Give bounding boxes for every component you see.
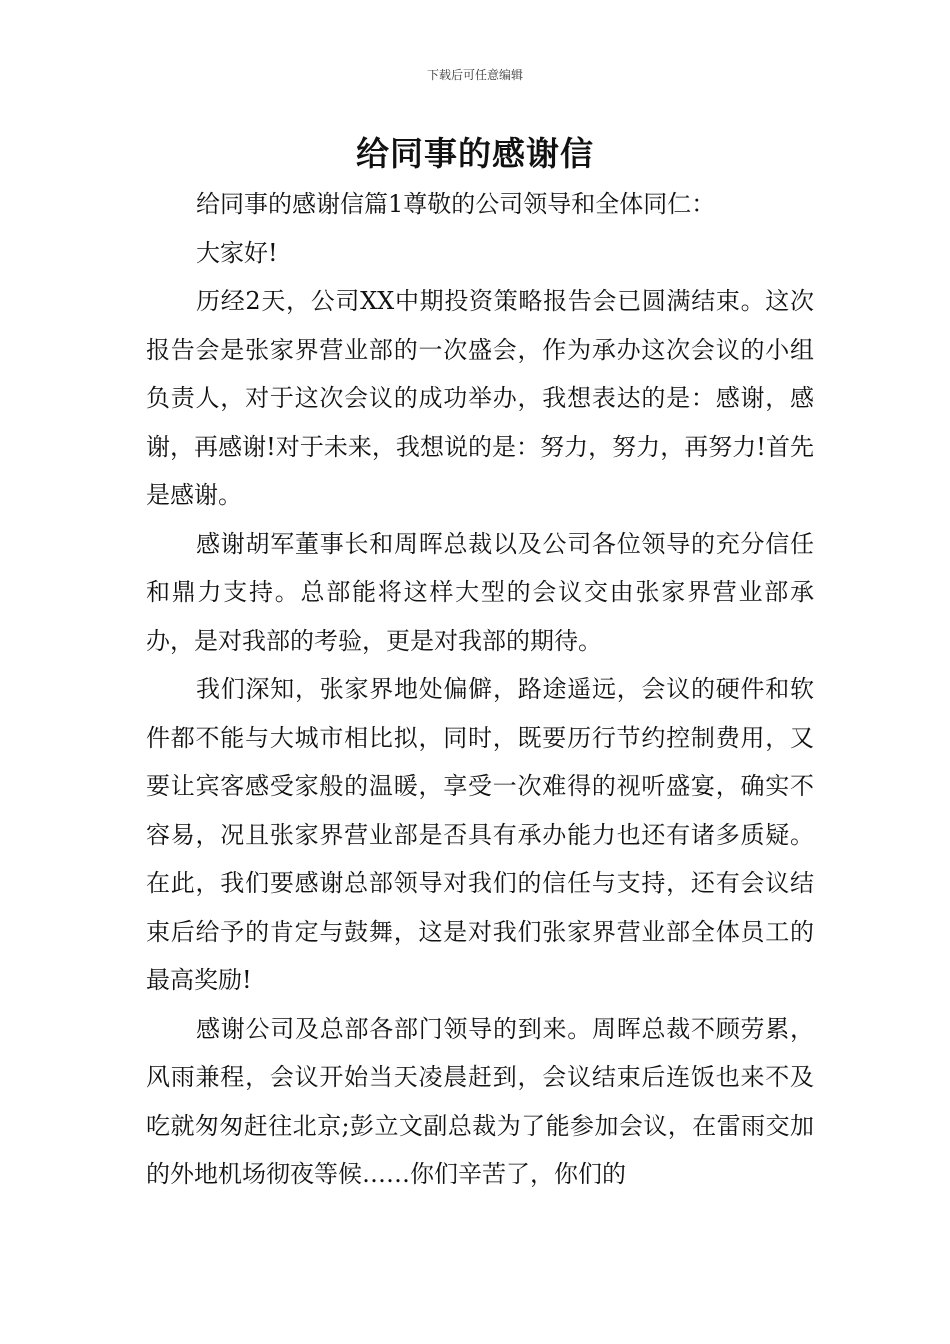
header-note: 下载后可任意编辑	[426, 68, 523, 82]
paragraph-hello: 大家好!	[196, 238, 278, 267]
paragraph-greeting-line: 给同事的感谢信篇1尊敬的公司领导和全体同仁：	[196, 190, 716, 218]
paragraph-challenges: 我们深知，张家界地处偏僻，路途遥远，会议的硬件和软件都不能与大城市相比拟，同时，既要历行节约控制费用，又要让宾客感受家般的温暖，享受一次难得的视听盛宴，确实不容易，况且张家界营业部是否具有承办能力也还有诸多质疑。在此，我们要感谢总部领导对我们的信任与支持，还有会议结束后给予的肯定与鼓舞，这是对我们张家界营业部全体员工的最高奖励!	[146, 675, 814, 994]
document-title: 给同事的感谢信	[356, 134, 594, 173]
paragraph-thanks-attendance: 感谢公司及总部各部门领导的到来。周晖总裁不顾劳累，风雨兼程，会议开始当天凌晨赶到，会议结束后连饭也来不及吃就匆匆赶往北京;彭立文副总裁为了能参加会议，在雷雨交加的外地机场彻夜等候……你们辛苦了，你们的	[146, 1014, 814, 1188]
paragraph-thanks-leadership: 感谢胡军董事长和周晖总裁以及公司各位领导的充分信任和鼎力支持。总部能将这样大型的会议交由张家界营业部承办，是对我部的考验，更是对我部的期待。	[146, 529, 814, 655]
paragraph-meeting-summary: 历经2天，公司XX中期投资策略报告会已圆满结束。这次报告会是张家界营业部的一次盛会，作为承办这次会议的小组负责人，对于这次会议的成功举办，我想表达的是：感谢，感谢，再感谢!对于未来，我想说的是：努力，努力，再努力!首先是感谢。	[146, 287, 814, 509]
document-body	[146, 180, 814, 1199]
